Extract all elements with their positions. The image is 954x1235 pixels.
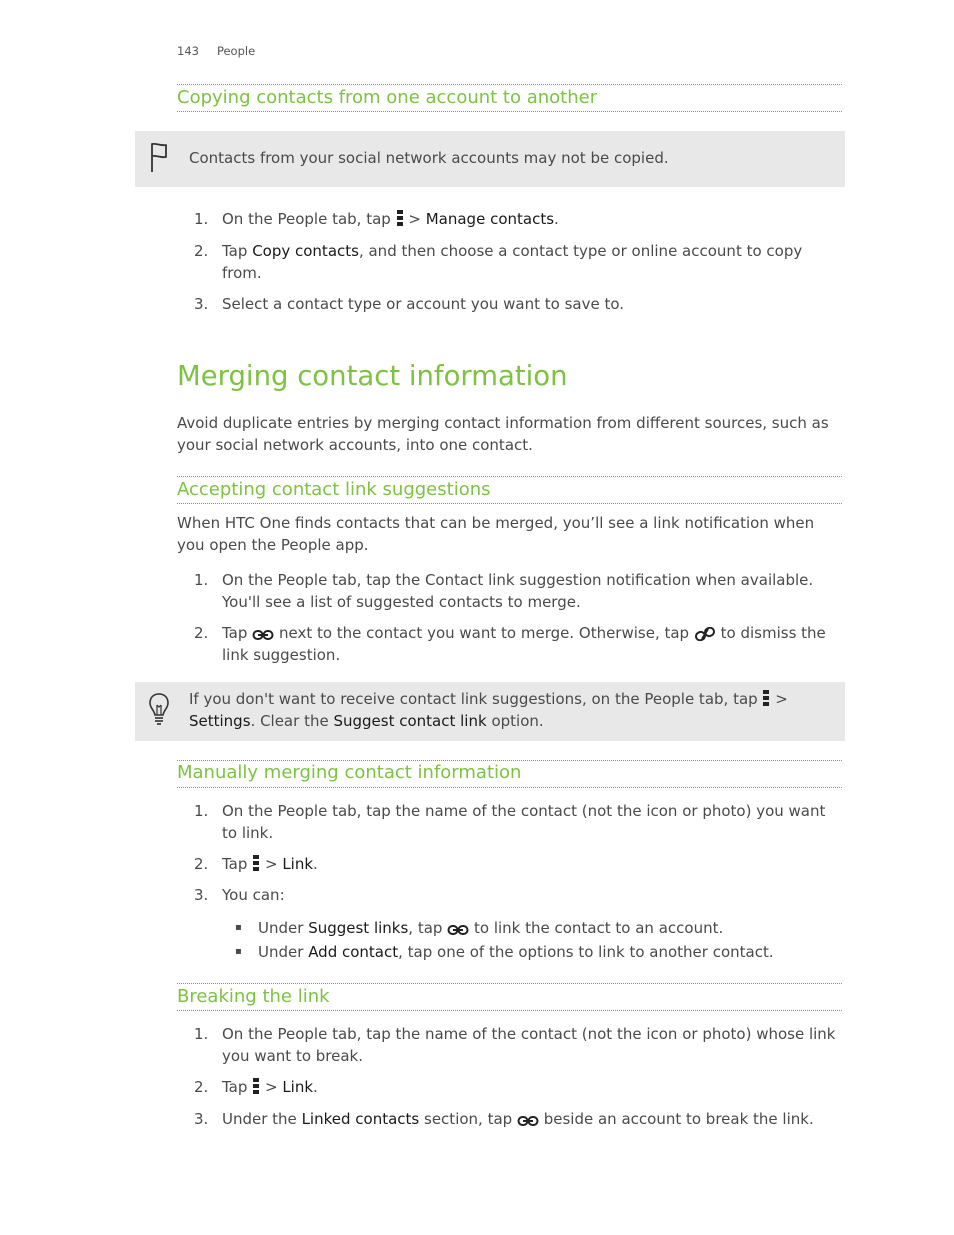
section-name: People: [216, 44, 256, 58]
divider: [177, 84, 842, 85]
tip-box: [135, 682, 845, 741]
menu-dots-icon: [396, 209, 404, 227]
bullet-item: ▪ Under Suggest links, tap to link the contact to an account.: [235, 919, 724, 937]
divider: [177, 787, 842, 788]
divider: [177, 983, 842, 984]
merging-intro: Avoid duplicate entries by merging contact information from different sources, such as your social network accounts, into one contact.: [177, 414, 829, 454]
divider: [177, 760, 842, 761]
heading-manual: Manually merging contact information: [177, 762, 522, 783]
menu-dots-icon: [252, 854, 260, 872]
link-icon: [252, 629, 274, 641]
note-box: [135, 131, 845, 187]
list-item: 2. Tap > Link.: [194, 855, 318, 873]
unlink-icon: [694, 627, 716, 641]
heading-copying: Copying contacts from one account to another: [177, 87, 598, 108]
heading-accepting: Accepting contact link suggestions: [177, 479, 491, 500]
heading-merging: Merging contact information: [177, 360, 568, 392]
menu-dots-icon: [252, 1077, 260, 1095]
link-icon: [447, 924, 469, 936]
divider: [177, 503, 842, 504]
divider: [177, 111, 842, 112]
page-header: [177, 44, 255, 58]
list-item: 1. On the People tab, tap the name of the contact (not the icon or photo) you want to link.: [194, 802, 826, 842]
divider: [177, 1010, 842, 1011]
menu-dots-icon: [762, 689, 770, 707]
list-item: 1. On the People tab, tap the Contact link suggestion notification when available. You'll see a list of suggested contacts to merge.: [194, 571, 814, 611]
link-icon: [517, 1115, 539, 1127]
list-item: 3. You can:: [194, 886, 285, 904]
bullet-item: ▪ Under Add contact, tap one of the options to link to another contact.: [235, 943, 774, 961]
list-item: 3. Under the Linked contacts section, tap beside an account to break the link.: [194, 1110, 814, 1128]
heading-breaking: Breaking the link: [177, 986, 330, 1007]
list-item: 2. Tap next to the contact you want to merge. Otherwise, tap to dismiss the link suggestion.: [194, 624, 826, 664]
list-item: 3. Select a contact type or account you want to save to.: [194, 295, 625, 313]
divider: [177, 476, 842, 477]
list-item: 2. Tap > Link.: [194, 1078, 318, 1096]
note-text: Contacts from your social network accounts may not be copied.: [189, 149, 669, 167]
page-number: 143: [177, 44, 199, 58]
lightbulb-icon: [148, 692, 170, 726]
accepting-intro: When HTC One finds contacts that can be merged, you’ll see a link notification when you open the People app.: [177, 514, 815, 554]
list-item: 1. On the People tab, tap > Manage contacts.: [194, 210, 559, 228]
tip-text: If you don't want to receive contact link suggestions, on the People tab, tap > Settings. Clear the Suggest contact link option.: [189, 690, 788, 730]
flag-icon: [148, 142, 170, 174]
list-item: 2. Tap Copy contacts, and then choose a contact type or online account to copy from.: [194, 242, 803, 282]
list-item: 1. On the People tab, tap the name of the contact (not the icon or photo) whose link you want to break.: [194, 1025, 836, 1065]
